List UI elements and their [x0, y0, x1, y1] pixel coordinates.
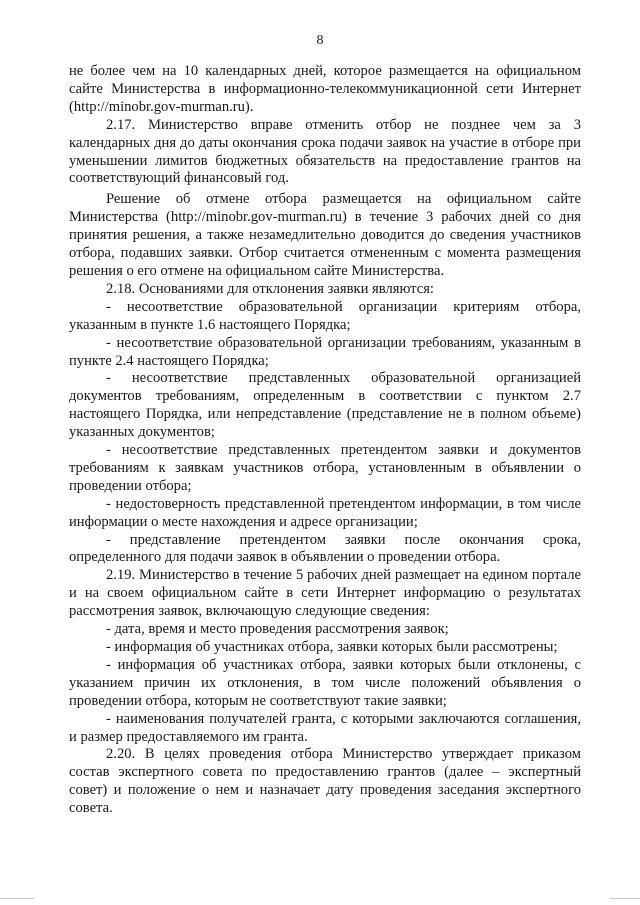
paragraph: 2.18. Основаниями для отклонения заявки являются: [106, 280, 434, 297]
paragraph: - информация об участниках отбора, заявки которых были рассмотрены; [106, 639, 558, 655]
scan-edge-mark-right [610, 898, 640, 899]
paragraph: 2.19. Министерство в течение 5 рабочих дней размещает на едином портале и на своем официальном сайте в сети Интернет информацию о результатах рассмотрения заявок, включающую следующие сведения: [69, 567, 581, 620]
paragraph: Решение об отмене отбора размещается на официальном сайте Министерства (http://minobr.gov-murman.ru) в течение 3 рабочих дней со дня принятия решения, а также незамедлительно доводится до сведения участников отбора, подавших заявки. Отбор считается отмененным с момента размещения решения о его отмене на официальном сайте Министерства. [69, 191, 581, 279]
paragraph: - несоответствие представленных претендентом заявки и документов требованиям к заявкам участников отбора, установленным в объявлении о проведении отбора; [69, 442, 581, 494]
paragraph: - дата, время и место проведения рассмотрения заявок; [106, 621, 449, 638]
paragraph: 2.20. В целях проведения отбора Министерство утверждает приказом состав экспертного совета по предоставлению грантов (далее – экспертный совет) и положение о нем и назначает дату проведения заседания экспертного совета. [69, 746, 581, 817]
paragraph: - несоответствие представленных образовательной организацией документов требованиям, определенным в соответствии с пунктом 2.7 настоящего Порядка, или непредставление (представление не в полном объеме) указанных документов; [69, 370, 581, 441]
paragraph: - представление претендентом заявки после окончания срока, определенного для подачи заявок в объявлении о проведении отбора. [69, 531, 581, 566]
paragraph: - информация об участниках отбора, заявки которых были отклонены, с указанием причин их отклонения, в том числе положений объявления о проведении отбора, которым не соответствуют такие заявки; [69, 656, 581, 709]
paragraph: 2.17. Министерство вправе отменить отбор не позднее чем за 3 календарных дня до даты окончания срока подачи заявок на участие в отборе при уменьшении лимитов бюджетных обязательств на предоставление грантов на соответствующий финансовый год. [69, 116, 581, 187]
scan-edge-mark-left [0, 898, 34, 899]
document-body [69, 63, 581, 818]
paragraph: не более чем на 10 календарных дней, которое размещается на официальном сайте Министерства в информационно-телекоммуникационной сети Интернет (http://minobr.gov-murman.ru). [69, 63, 581, 115]
page-number: 8 [316, 33, 324, 48]
paragraph: - несоответствие образовательной организации требованиям, указанным в пункте 2.4 настоящего Порядка; [69, 334, 581, 369]
paragraph: - наименования получателей гранта, с которыми заключаются соглашения, и размер предоставляемого им гранта. [69, 710, 581, 745]
paragraph: - несоответствие образовательной организации критериям отбора, указанным в пункте 1.6 настоящего Порядка; [69, 298, 581, 333]
paragraph: - недостоверность представленной претендентом информации, в том числе информации о месте нахождения и адресе организации; [69, 495, 581, 530]
